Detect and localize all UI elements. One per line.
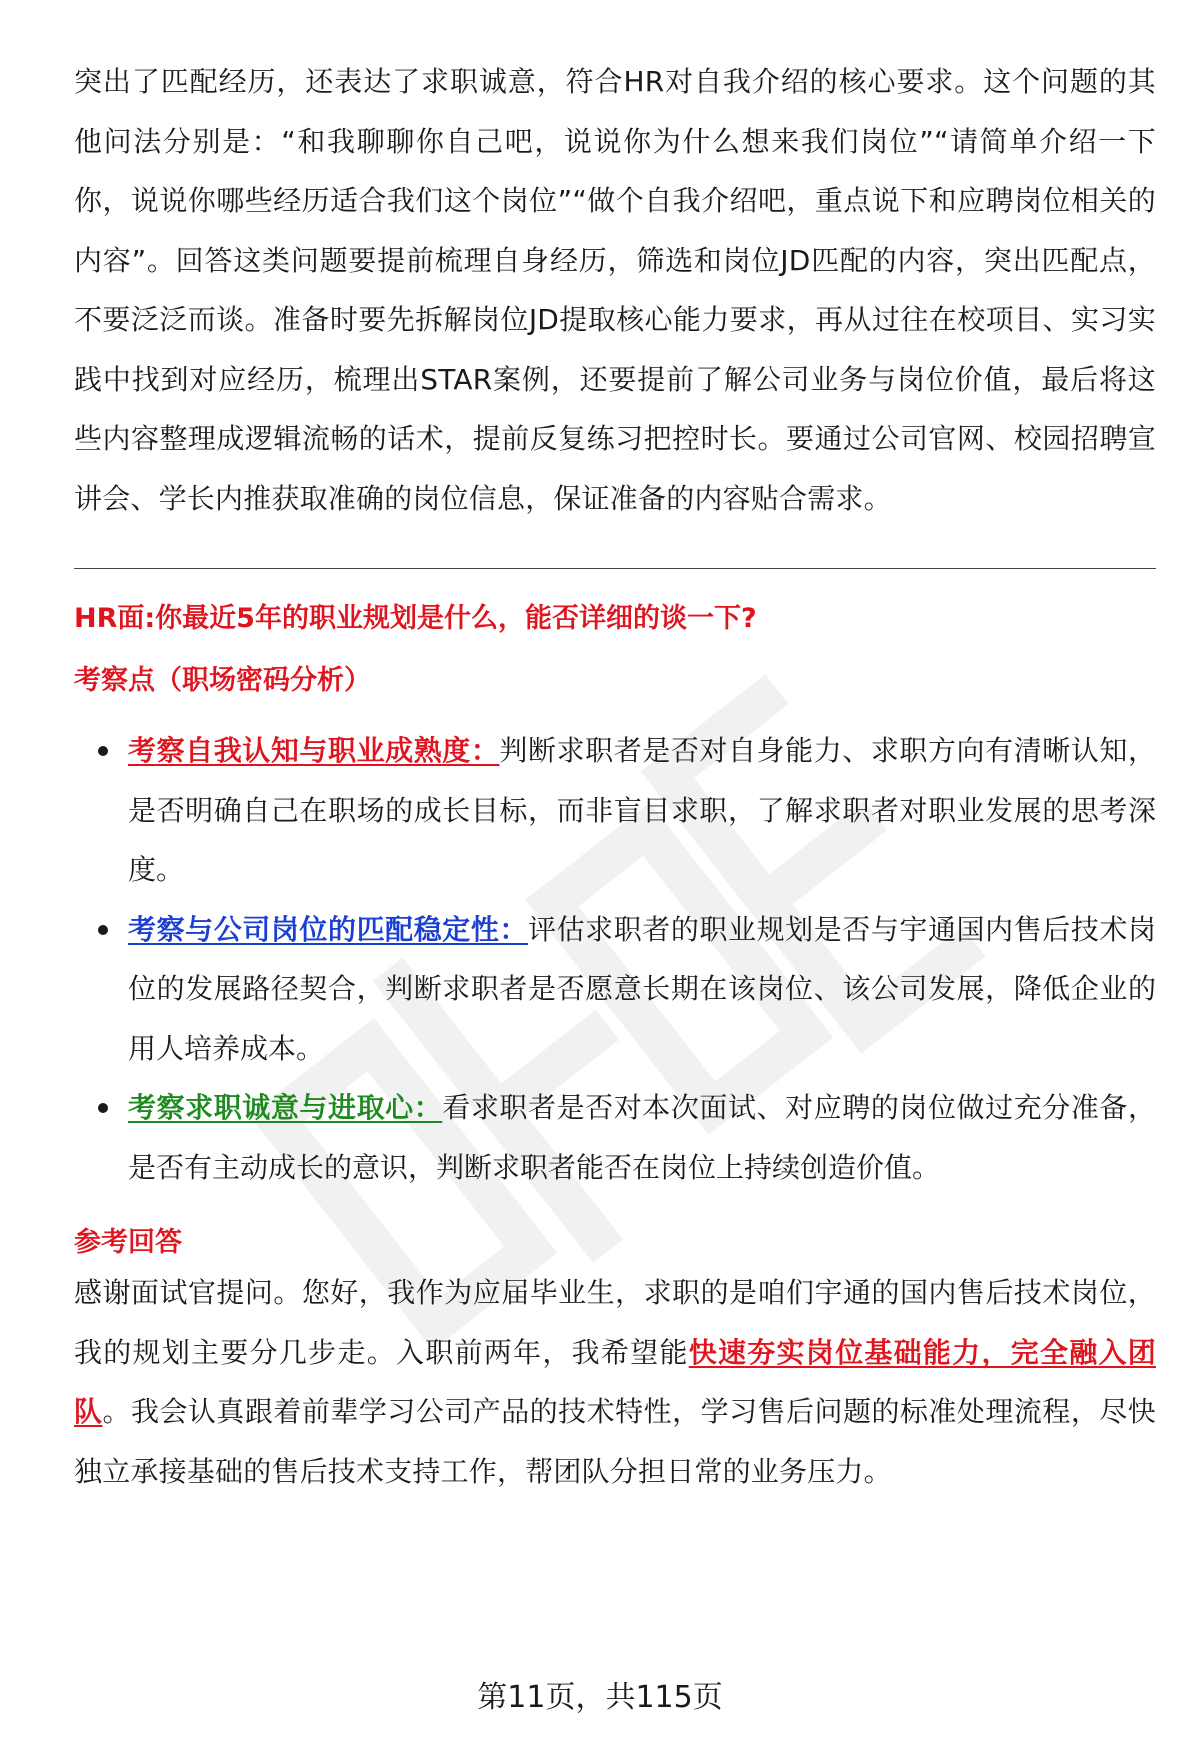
answer-text-part1: 感谢面试官提问。您好，我作为应届毕业生，求职的是咱们宇通的国内售后技术岗位，我的规划主要分几步走。入职前两年，我希望能 — [74, 1276, 1156, 1369]
answer-heading: 参考回答 — [74, 1227, 182, 1258]
point-text: 看求职者是否对本次面试、对应聘的岗位做过充分准备，是否有主动成长的意识，判断求职者能否在岗位上持续创造价值。 — [128, 1091, 1156, 1184]
answer-highlight: 快速夯实岗位基础能力，完全融入团队 — [74, 1335, 1157, 1428]
assessment-points-list — [74, 721, 1156, 1197]
point-text: 评估求职者的职业规划是否与宇通国内售后技术岗位的发展路径契合，判断求职者是否愿意长期在该岗位、该公司发展，降低企业的用人培养成本。 — [128, 912, 1156, 1065]
list-item — [128, 900, 1156, 1079]
assessment-heading: 考察点（职场密码分析） — [74, 665, 371, 696]
content-area — [74, 52, 1156, 1501]
bullet-icon — [98, 746, 108, 756]
bullet-icon — [98, 925, 108, 935]
list-item — [128, 721, 1156, 900]
point-keyword: 考察自我认知与职业成熟度： — [128, 734, 500, 767]
point-text: 判断求职者是否对自身能力、求职方向有清晰认知，是否明确自己在职场的成长目标，而非盲目求职，了解求职者对职业发展的思考深度。 — [128, 734, 1156, 886]
page-number: 第11页，共115页 — [477, 1680, 723, 1715]
point-keyword: 考察求职诚意与进取心： — [128, 1091, 443, 1124]
intro-paragraph: 突出了匹配经历，还表达了求职诚意，符合HR对自我介绍的核心要求。这个问题的其他问法分别是：“和我聊聊你自己吧，说说你为什么想来我们岗位”“请简单介绍一下你，说说你哪些经历适合我们这个岗位”“做个自我介绍吧，重点说下和应聘岗位相关的内容”。回答这类问题要提前梳理自身经历，筛选和岗位JD匹配的内容，突出匹配点，不要泛泛而谈。准备时要先拆解岗位JD提取核心能力要求，再从过往在校项目、实习实践中找到对应经历，梳理出STAR案例，还要提前了解公司业务与岗位价值，最后将这些内容整理成逻辑流畅的话术，提前反复练习把控时长。要通过公司官网、校园招聘宣讲会、学长内推获取准确的岗位信息，保证准备的内容贴合需求。 — [74, 65, 1156, 515]
answer-text-part2: 。我会认真跟着前辈学习公司产品的技术特性，学习售后问题的标准处理流程，尽快独立承接基础的售后技术支持工作，帮团队分担日常的业务压力。 — [74, 1395, 1156, 1488]
bullet-icon — [98, 1103, 108, 1113]
section-divider — [74, 568, 1156, 569]
list-item — [128, 1078, 1156, 1197]
point-keyword: 考察与公司岗位的匹配稳定性： — [128, 912, 528, 946]
answer-paragraph — [74, 1263, 1156, 1501]
question-heading: HR面:你最近5年的职业规划是什么，能否详细的谈一下? — [74, 603, 757, 634]
